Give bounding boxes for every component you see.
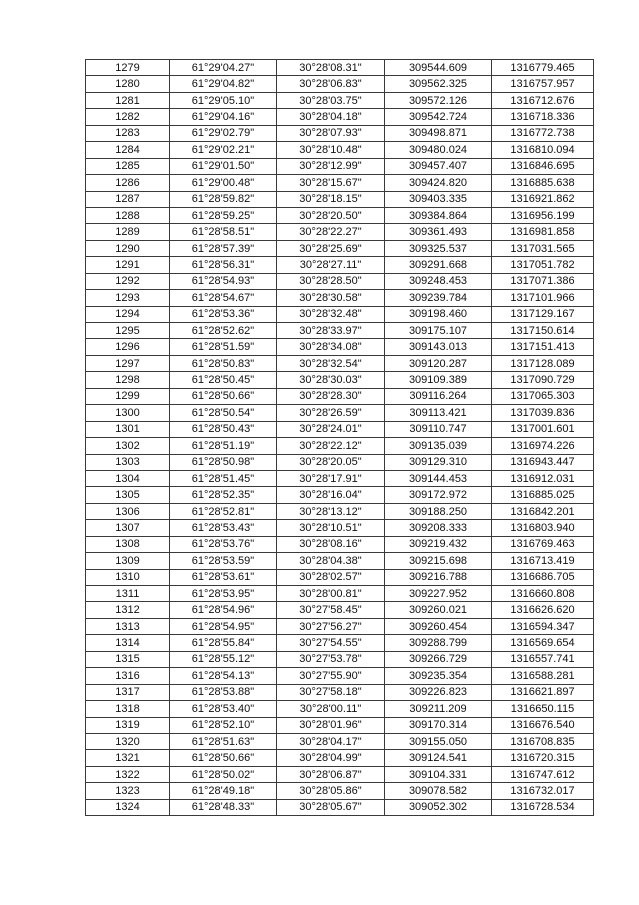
- latitude-cell: 61°28'51.19": [170, 438, 277, 454]
- longitude-cell: 30°28'22.12": [277, 438, 385, 454]
- x-coordinate-cell: 309052.302: [385, 799, 492, 815]
- longitude-cell: 30°27'54.55": [277, 635, 385, 651]
- longitude-cell: 30°27'58.18": [277, 684, 385, 700]
- latitude-cell: 61°28'53.88": [170, 684, 277, 700]
- x-coordinate-cell: 309248.453: [385, 273, 492, 289]
- table-row: [86, 536, 594, 552]
- longitude-cell: 30°28'10.48": [277, 142, 385, 158]
- x-coordinate-cell: 309078.582: [385, 783, 492, 799]
- latitude-cell: 61°28'53.40": [170, 701, 277, 717]
- point-number-cell: 1296: [86, 339, 170, 355]
- x-coordinate-cell: 309361.493: [385, 224, 492, 240]
- x-coordinate-cell: 309135.039: [385, 438, 492, 454]
- y-coordinate-cell: 1316885.638: [492, 175, 594, 191]
- latitude-cell: 61°28'53.59": [170, 553, 277, 569]
- y-coordinate-cell: 1316569.654: [492, 635, 594, 651]
- x-coordinate-cell: 309288.799: [385, 635, 492, 651]
- table-row: [86, 339, 594, 355]
- longitude-cell: 30°28'05.67": [277, 799, 385, 815]
- longitude-cell: 30°28'06.87": [277, 766, 385, 782]
- latitude-cell: 61°29'04.27": [170, 60, 277, 76]
- longitude-cell: 30°28'15.67": [277, 175, 385, 191]
- latitude-cell: 61°28'49.18": [170, 783, 277, 799]
- longitude-cell: 30°28'24.01": [277, 421, 385, 437]
- point-number-cell: 1281: [86, 92, 170, 108]
- coordinates-table: [85, 59, 594, 816]
- x-coordinate-cell: 309457.407: [385, 158, 492, 174]
- point-number-cell: 1288: [86, 207, 170, 223]
- y-coordinate-cell: 1316921.862: [492, 191, 594, 207]
- x-coordinate-cell: 309143.013: [385, 339, 492, 355]
- x-coordinate-cell: 309235.354: [385, 668, 492, 684]
- y-coordinate-cell: 1316557.741: [492, 651, 594, 667]
- latitude-cell: 61°29'04.16": [170, 109, 277, 125]
- latitude-cell: 61°28'52.62": [170, 323, 277, 339]
- point-number-cell: 1306: [86, 503, 170, 519]
- longitude-cell: 30°28'25.69": [277, 240, 385, 256]
- table-row: [86, 355, 594, 371]
- table-row: [86, 586, 594, 602]
- table-row: [86, 503, 594, 519]
- x-coordinate-cell: 309260.021: [385, 602, 492, 618]
- latitude-cell: 61°28'50.43": [170, 421, 277, 437]
- longitude-cell: 30°28'13.12": [277, 503, 385, 519]
- point-number-cell: 1313: [86, 618, 170, 634]
- point-number-cell: 1311: [86, 586, 170, 602]
- longitude-cell: 30°28'20.05": [277, 454, 385, 470]
- x-coordinate-cell: 309170.314: [385, 717, 492, 733]
- point-number-cell: 1308: [86, 536, 170, 552]
- y-coordinate-cell: 1317039.836: [492, 405, 594, 421]
- point-number-cell: 1314: [86, 635, 170, 651]
- x-coordinate-cell: 309124.541: [385, 750, 492, 766]
- latitude-cell: 61°28'54.96": [170, 602, 277, 618]
- y-coordinate-cell: 1317031.565: [492, 240, 594, 256]
- y-coordinate-cell: 1317129.167: [492, 306, 594, 322]
- latitude-cell: 61°29'01.50": [170, 158, 277, 174]
- latitude-cell: 61°28'50.66": [170, 388, 277, 404]
- longitude-cell: 30°28'17.91": [277, 470, 385, 486]
- y-coordinate-cell: 1316728.534: [492, 799, 594, 815]
- y-coordinate-cell: 1316626.620: [492, 602, 594, 618]
- latitude-cell: 61°28'52.81": [170, 503, 277, 519]
- y-coordinate-cell: 1316769.463: [492, 536, 594, 552]
- table-row: [86, 76, 594, 92]
- table-row: [86, 717, 594, 733]
- longitude-cell: 30°28'30.58": [277, 290, 385, 306]
- latitude-cell: 61°29'00.48": [170, 175, 277, 191]
- y-coordinate-cell: 1317090.729: [492, 372, 594, 388]
- table-row: [86, 158, 594, 174]
- table-row: [86, 470, 594, 486]
- point-number-cell: 1303: [86, 454, 170, 470]
- latitude-cell: 61°28'59.82": [170, 191, 277, 207]
- latitude-cell: 61°28'57.39": [170, 240, 277, 256]
- y-coordinate-cell: 1316594.347: [492, 618, 594, 634]
- table-row: [86, 569, 594, 585]
- longitude-cell: 30°28'06.83": [277, 76, 385, 92]
- table-row: [86, 405, 594, 421]
- x-coordinate-cell: 309544.609: [385, 60, 492, 76]
- point-number-cell: 1283: [86, 125, 170, 141]
- y-coordinate-cell: 1316720.315: [492, 750, 594, 766]
- longitude-cell: 30°28'03.75": [277, 92, 385, 108]
- longitude-cell: 30°28'26.59": [277, 405, 385, 421]
- table-row: [86, 668, 594, 684]
- x-coordinate-cell: 309266.729: [385, 651, 492, 667]
- x-coordinate-cell: 309384.864: [385, 207, 492, 223]
- table-row: [86, 438, 594, 454]
- y-coordinate-cell: 1316713.419: [492, 553, 594, 569]
- latitude-cell: 61°28'50.45": [170, 372, 277, 388]
- latitude-cell: 61°28'54.13": [170, 668, 277, 684]
- latitude-cell: 61°29'02.21": [170, 142, 277, 158]
- y-coordinate-cell: 1317128.089: [492, 355, 594, 371]
- table-row: [86, 142, 594, 158]
- longitude-cell: 30°28'04.99": [277, 750, 385, 766]
- x-coordinate-cell: 309110.747: [385, 421, 492, 437]
- point-number-cell: 1312: [86, 602, 170, 618]
- point-number-cell: 1309: [86, 553, 170, 569]
- x-coordinate-cell: 309403.335: [385, 191, 492, 207]
- table-row: [86, 684, 594, 700]
- point-number-cell: 1298: [86, 372, 170, 388]
- y-coordinate-cell: 1316686.705: [492, 569, 594, 585]
- y-coordinate-cell: 1317001.601: [492, 421, 594, 437]
- longitude-cell: 30°28'08.16": [277, 536, 385, 552]
- latitude-cell: 61°28'56.31": [170, 257, 277, 273]
- x-coordinate-cell: 309208.333: [385, 520, 492, 536]
- x-coordinate-cell: 309424.820: [385, 175, 492, 191]
- point-number-cell: 1302: [86, 438, 170, 454]
- table-row: [86, 602, 594, 618]
- longitude-cell: 30°28'28.50": [277, 273, 385, 289]
- point-number-cell: 1289: [86, 224, 170, 240]
- latitude-cell: 61°28'51.59": [170, 339, 277, 355]
- x-coordinate-cell: 309215.698: [385, 553, 492, 569]
- longitude-cell: 30°27'58.45": [277, 602, 385, 618]
- table-row: [86, 92, 594, 108]
- latitude-cell: 61°28'50.83": [170, 355, 277, 371]
- table-row: [86, 290, 594, 306]
- table-row: [86, 240, 594, 256]
- latitude-cell: 61°28'48.33": [170, 799, 277, 815]
- latitude-cell: 61°29'05.10": [170, 92, 277, 108]
- x-coordinate-cell: 309172.972: [385, 487, 492, 503]
- y-coordinate-cell: 1317051.782: [492, 257, 594, 273]
- y-coordinate-cell: 1317150.614: [492, 323, 594, 339]
- y-coordinate-cell: 1316842.201: [492, 503, 594, 519]
- table-row: [86, 635, 594, 651]
- longitude-cell: 30°28'16.04": [277, 487, 385, 503]
- y-coordinate-cell: 1316676.540: [492, 717, 594, 733]
- y-coordinate-cell: 1316718.336: [492, 109, 594, 125]
- table-row: [86, 520, 594, 536]
- x-coordinate-cell: 309144.453: [385, 470, 492, 486]
- table-row: [86, 372, 594, 388]
- longitude-cell: 30°28'27.11": [277, 257, 385, 273]
- table-row: [86, 618, 594, 634]
- point-number-cell: 1290: [86, 240, 170, 256]
- longitude-cell: 30°28'33.97": [277, 323, 385, 339]
- table-row: [86, 257, 594, 273]
- latitude-cell: 61°28'51.63": [170, 733, 277, 749]
- point-number-cell: 1301: [86, 421, 170, 437]
- point-number-cell: 1324: [86, 799, 170, 815]
- longitude-cell: 30°28'04.18": [277, 109, 385, 125]
- latitude-cell: 61°28'53.43": [170, 520, 277, 536]
- point-number-cell: 1321: [86, 750, 170, 766]
- x-coordinate-cell: 309260.454: [385, 618, 492, 634]
- longitude-cell: 30°28'00.81": [277, 586, 385, 602]
- longitude-cell: 30°28'02.57": [277, 569, 385, 585]
- y-coordinate-cell: 1316747.612: [492, 766, 594, 782]
- longitude-cell: 30°28'20.50": [277, 207, 385, 223]
- y-coordinate-cell: 1316588.281: [492, 668, 594, 684]
- latitude-cell: 61°28'54.95": [170, 618, 277, 634]
- x-coordinate-cell: 309155.050: [385, 733, 492, 749]
- latitude-cell: 61°28'58.51": [170, 224, 277, 240]
- y-coordinate-cell: 1316912.031: [492, 470, 594, 486]
- point-number-cell: 1284: [86, 142, 170, 158]
- y-coordinate-cell: 1316621.897: [492, 684, 594, 700]
- longitude-cell: 30°28'00.11": [277, 701, 385, 717]
- point-number-cell: 1287: [86, 191, 170, 207]
- y-coordinate-cell: 1317151.413: [492, 339, 594, 355]
- y-coordinate-cell: 1316810.094: [492, 142, 594, 158]
- point-number-cell: 1307: [86, 520, 170, 536]
- y-coordinate-cell: 1316956.199: [492, 207, 594, 223]
- longitude-cell: 30°28'34.08": [277, 339, 385, 355]
- latitude-cell: 61°28'54.67": [170, 290, 277, 306]
- point-number-cell: 1282: [86, 109, 170, 125]
- point-number-cell: 1291: [86, 257, 170, 273]
- longitude-cell: 30°28'32.48": [277, 306, 385, 322]
- longitude-cell: 30°28'05.86": [277, 783, 385, 799]
- table-row: [86, 421, 594, 437]
- x-coordinate-cell: 309175.107: [385, 323, 492, 339]
- point-number-cell: 1299: [86, 388, 170, 404]
- x-coordinate-cell: 309211.209: [385, 701, 492, 717]
- table-row: [86, 766, 594, 782]
- point-number-cell: 1292: [86, 273, 170, 289]
- table-row: [86, 306, 594, 322]
- point-number-cell: 1318: [86, 701, 170, 717]
- latitude-cell: 61°28'53.95": [170, 586, 277, 602]
- point-number-cell: 1286: [86, 175, 170, 191]
- x-coordinate-cell: 309542.724: [385, 109, 492, 125]
- x-coordinate-cell: 309498.871: [385, 125, 492, 141]
- point-number-cell: 1304: [86, 470, 170, 486]
- latitude-cell: 61°28'50.98": [170, 454, 277, 470]
- x-coordinate-cell: 309480.024: [385, 142, 492, 158]
- x-coordinate-cell: 309120.287: [385, 355, 492, 371]
- y-coordinate-cell: 1316660.808: [492, 586, 594, 602]
- table-row: [86, 323, 594, 339]
- y-coordinate-cell: 1317071.386: [492, 273, 594, 289]
- latitude-cell: 61°28'53.76": [170, 536, 277, 552]
- longitude-cell: 30°28'30.03": [277, 372, 385, 388]
- point-number-cell: 1293: [86, 290, 170, 306]
- point-number-cell: 1310: [86, 569, 170, 585]
- y-coordinate-cell: 1316732.017: [492, 783, 594, 799]
- table-row: [86, 207, 594, 223]
- table-row: [86, 783, 594, 799]
- x-coordinate-cell: 309291.668: [385, 257, 492, 273]
- x-coordinate-cell: 309109.389: [385, 372, 492, 388]
- x-coordinate-cell: 309216.788: [385, 569, 492, 585]
- longitude-cell: 30°28'28.30": [277, 388, 385, 404]
- point-number-cell: 1319: [86, 717, 170, 733]
- table-row: [86, 109, 594, 125]
- latitude-cell: 61°28'53.61": [170, 569, 277, 585]
- x-coordinate-cell: 309226.823: [385, 684, 492, 700]
- point-number-cell: 1305: [86, 487, 170, 503]
- x-coordinate-cell: 309104.331: [385, 766, 492, 782]
- latitude-cell: 61°28'50.02": [170, 766, 277, 782]
- latitude-cell: 61°28'51.45": [170, 470, 277, 486]
- longitude-cell: 30°27'55.90": [277, 668, 385, 684]
- table-row: [86, 60, 594, 76]
- longitude-cell: 30°28'04.17": [277, 733, 385, 749]
- table-row: [86, 224, 594, 240]
- point-number-cell: 1300: [86, 405, 170, 421]
- x-coordinate-cell: 309129.310: [385, 454, 492, 470]
- longitude-cell: 30°28'07.93": [277, 125, 385, 141]
- longitude-cell: 30°27'56.27": [277, 618, 385, 634]
- y-coordinate-cell: 1316974.226: [492, 438, 594, 454]
- latitude-cell: 61°28'55.12": [170, 651, 277, 667]
- y-coordinate-cell: 1316943.447: [492, 454, 594, 470]
- y-coordinate-cell: 1316772.738: [492, 125, 594, 141]
- point-number-cell: 1285: [86, 158, 170, 174]
- latitude-cell: 61°28'54.93": [170, 273, 277, 289]
- y-coordinate-cell: 1317065.303: [492, 388, 594, 404]
- y-coordinate-cell: 1316708.835: [492, 733, 594, 749]
- table-row: [86, 388, 594, 404]
- latitude-cell: 61°28'55.84": [170, 635, 277, 651]
- longitude-cell: 30°28'32.54": [277, 355, 385, 371]
- latitude-cell: 61°28'50.54": [170, 405, 277, 421]
- table-row: [86, 454, 594, 470]
- table-row: [86, 651, 594, 667]
- table-row: [86, 487, 594, 503]
- y-coordinate-cell: 1316846.695: [492, 158, 594, 174]
- latitude-cell: 61°28'50.66": [170, 750, 277, 766]
- x-coordinate-cell: 309113.421: [385, 405, 492, 421]
- table-row: [86, 125, 594, 141]
- point-number-cell: 1294: [86, 306, 170, 322]
- point-number-cell: 1323: [86, 783, 170, 799]
- latitude-cell: 61°29'04.82": [170, 76, 277, 92]
- point-number-cell: 1315: [86, 651, 170, 667]
- x-coordinate-cell: 309572.126: [385, 92, 492, 108]
- table-row: [86, 191, 594, 207]
- table-row: [86, 799, 594, 815]
- point-number-cell: 1297: [86, 355, 170, 371]
- longitude-cell: 30°28'08.31": [277, 60, 385, 76]
- x-coordinate-cell: 309325.537: [385, 240, 492, 256]
- point-number-cell: 1316: [86, 668, 170, 684]
- y-coordinate-cell: 1317101.966: [492, 290, 594, 306]
- y-coordinate-cell: 1316757.957: [492, 76, 594, 92]
- y-coordinate-cell: 1316981.858: [492, 224, 594, 240]
- latitude-cell: 61°28'59.25": [170, 207, 277, 223]
- table-row: [86, 553, 594, 569]
- point-number-cell: 1322: [86, 766, 170, 782]
- point-number-cell: 1280: [86, 76, 170, 92]
- y-coordinate-cell: 1316885.025: [492, 487, 594, 503]
- latitude-cell: 61°28'52.35": [170, 487, 277, 503]
- longitude-cell: 30°28'01.96": [277, 717, 385, 733]
- table-row: [86, 175, 594, 191]
- coordinates-table-body: [86, 60, 594, 816]
- x-coordinate-cell: 309227.952: [385, 586, 492, 602]
- table-row: [86, 750, 594, 766]
- latitude-cell: 61°28'53.36": [170, 306, 277, 322]
- x-coordinate-cell: 309239.784: [385, 290, 492, 306]
- table-row: [86, 701, 594, 717]
- longitude-cell: 30°28'12.99": [277, 158, 385, 174]
- y-coordinate-cell: 1316803.940: [492, 520, 594, 536]
- x-coordinate-cell: 309198.460: [385, 306, 492, 322]
- x-coordinate-cell: 309188.250: [385, 503, 492, 519]
- longitude-cell: 30°28'10.51": [277, 520, 385, 536]
- x-coordinate-cell: 309219.432: [385, 536, 492, 552]
- longitude-cell: 30°28'18.15": [277, 191, 385, 207]
- x-coordinate-cell: 309562.325: [385, 76, 492, 92]
- table-row: [86, 733, 594, 749]
- table-row: [86, 273, 594, 289]
- longitude-cell: 30°27'53.78": [277, 651, 385, 667]
- longitude-cell: 30°28'04.38": [277, 553, 385, 569]
- y-coordinate-cell: 1316779.465: [492, 60, 594, 76]
- point-number-cell: 1320: [86, 733, 170, 749]
- longitude-cell: 30°28'22.27": [277, 224, 385, 240]
- y-coordinate-cell: 1316650.115: [492, 701, 594, 717]
- x-coordinate-cell: 309116.264: [385, 388, 492, 404]
- latitude-cell: 61°28'52.10": [170, 717, 277, 733]
- y-coordinate-cell: 1316712.676: [492, 92, 594, 108]
- point-number-cell: 1295: [86, 323, 170, 339]
- point-number-cell: 1279: [86, 60, 170, 76]
- latitude-cell: 61°29'02.79": [170, 125, 277, 141]
- point-number-cell: 1317: [86, 684, 170, 700]
